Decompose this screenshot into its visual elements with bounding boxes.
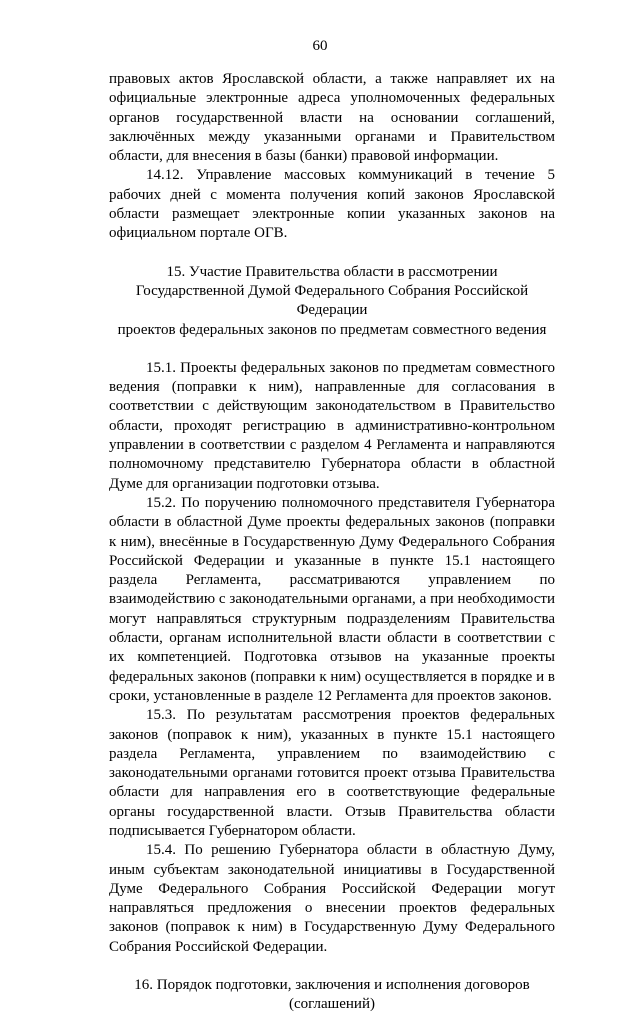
paragraph-15-1: 15.1. Проекты федеральных законов по предметам совместного ведения (поправки к ним), направленные для согласования в соответствии с действующим законодательством в Правительство области, проходят регистрацию в административно-контрольном управлении в соответствии с разделом 4 Регламента и направляются полномочному представителю Губернатора области в областной Думе для организации подготовки отзыва. xyxy=(109,359,555,492)
section-15-body xyxy=(109,359,555,957)
document-body xyxy=(109,70,555,1015)
paragraph-continuation: правовых актов Ярославской области, а также направляет их на официальные электронные адреса уполномоченных федеральных органов государственной власти на основании соглашений, заключённых между указанными органами и Правительством области, для внесения в базы (банки) правовой информации. xyxy=(109,71,555,165)
section-16-heading: 16. Порядок подготовки, заключения и исполнения договоров (соглашений) xyxy=(134,977,530,1013)
page-number: 60 xyxy=(312,38,328,54)
section-15-heading-line-3: проектов федеральных законов по предметам совместного ведения xyxy=(117,321,547,338)
section-15-heading-line-2: Государственной Думой Федерального Собрания Российской Федерации xyxy=(135,282,529,319)
paragraph-14-12: 14.12. Управление массовых коммуникаций в течение 5 рабочих дней с момента получения копий законов Ярославской области размещает электронные копии указанных законов на официальном портале ОГВ. xyxy=(109,167,555,242)
section-15-heading-line-1: 15. Участие Правительства области в рассмотрении xyxy=(166,263,498,280)
paragraph-15-2: 15.2. По поручению полномочного представителя Губернатора области в областной Думе проекты федеральных законов (поправки к ним), внесённые в Государственную Думу Федерального Собрания Российской Федерации и указанные в пункте 15.1 настоящего раздела Регламента, рассматриваются управлением по взаимодействию с законодательными органами, а при необходимости могут направляться структурным подразделениям Правительства области, органам исполнительной власти области в соответствии с их компетенцией. Подготовка отзывов на указанные проекты федеральных законов (поправки к ним) осуществляется в порядке и в сроки, установленные в разделе 12 Регламента для проектов законов. xyxy=(109,494,555,704)
section-15-heading xyxy=(109,263,555,340)
paragraph-15-3: 15.3. По результатам рассмотрения проектов федеральных законов (поправок к ним), указанных в пункте 15.1 настоящего раздела Регламента, управлением по взаимодействию с законодательными органами готовится проект отзыва Правительства области для направления его в соответствующие федеральные органы государственной власти. Отзыв Правительства области подписывается Губернатором области. xyxy=(109,707,555,839)
paragraph-15-4: 15.4. По решению Губернатора области в областную Думу, иным субъектам законодательной инициативы в Государственной Думе Федерального Собрания Российской Федерации могут направляться предложения о внесении проектов федеральных законов (поправок к ним) в Государственную Думу Федерального Собрания Российской Федерации. xyxy=(109,842,555,955)
